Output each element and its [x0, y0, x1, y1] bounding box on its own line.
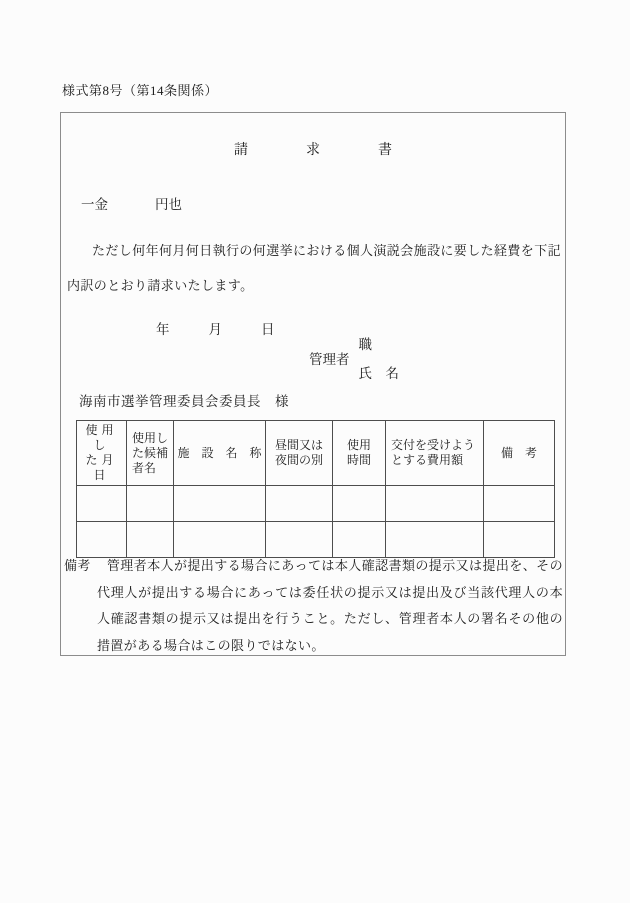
form-title: 請 求 書 [234, 143, 414, 158]
note-text: 管理者本人が提出する場合にあっては本人確認書類の提示又は提出を、その代理人が提出する場合にあっては委任状の提示又は提出及び当該代理人の本人確認書類の提示又は提出を行うこと。ただし、管理者本人の署名その他の措置がある場合はこの限りではない。 [97, 558, 563, 653]
empty-cell [77, 486, 127, 522]
manager-stack [359, 333, 400, 382]
empty-cell [266, 486, 333, 522]
header-requested-amount: 交付を受けよう とする費用額 [386, 421, 484, 486]
manager-title-label: 職 [358, 337, 372, 352]
manager-name-label: 氏 名 [358, 366, 399, 381]
empty-cell [333, 486, 386, 522]
empty-cell [174, 486, 266, 522]
amount-unit: 円也 [155, 197, 182, 212]
header-facility-name: 施 設 名 称 [174, 421, 266, 486]
manager-block [309, 333, 399, 382]
empty-cell [386, 486, 484, 522]
expense-table [76, 420, 555, 558]
addressee-line: 海南市選挙管理委員会委員長 様 [79, 394, 289, 409]
manager-label: 管理者 [309, 351, 350, 367]
remarks-note [64, 553, 563, 659]
empty-cell [484, 486, 555, 522]
empty-cell [127, 486, 174, 522]
claim-form-box [60, 112, 566, 656]
amount-line [81, 193, 182, 213]
date-line: 年 月 日 [156, 322, 279, 337]
header-use-time: 使用 時間 [333, 421, 386, 486]
header-day-or-night: 昼間又は 夜間の別 [266, 421, 333, 486]
table-row [77, 486, 555, 522]
header-use-date: 使用し た月日 [77, 421, 127, 486]
table-body [77, 486, 555, 558]
header-remarks: 備 考 [484, 421, 555, 486]
table-header-row [77, 421, 555, 486]
table-header [77, 421, 555, 486]
body-paragraph: ただし何年何月何日執行の何選挙における個人演説会施設に要した経費を下記内訳のとおり請求いたします。 [67, 243, 562, 293]
note-label: 備考 [64, 558, 91, 573]
form-number: 様式第8号（第14条関係） [62, 83, 219, 98]
header-candidate-name: 使用し た候補 者名 [127, 421, 174, 486]
amount-prefix: 一金 [81, 197, 108, 212]
